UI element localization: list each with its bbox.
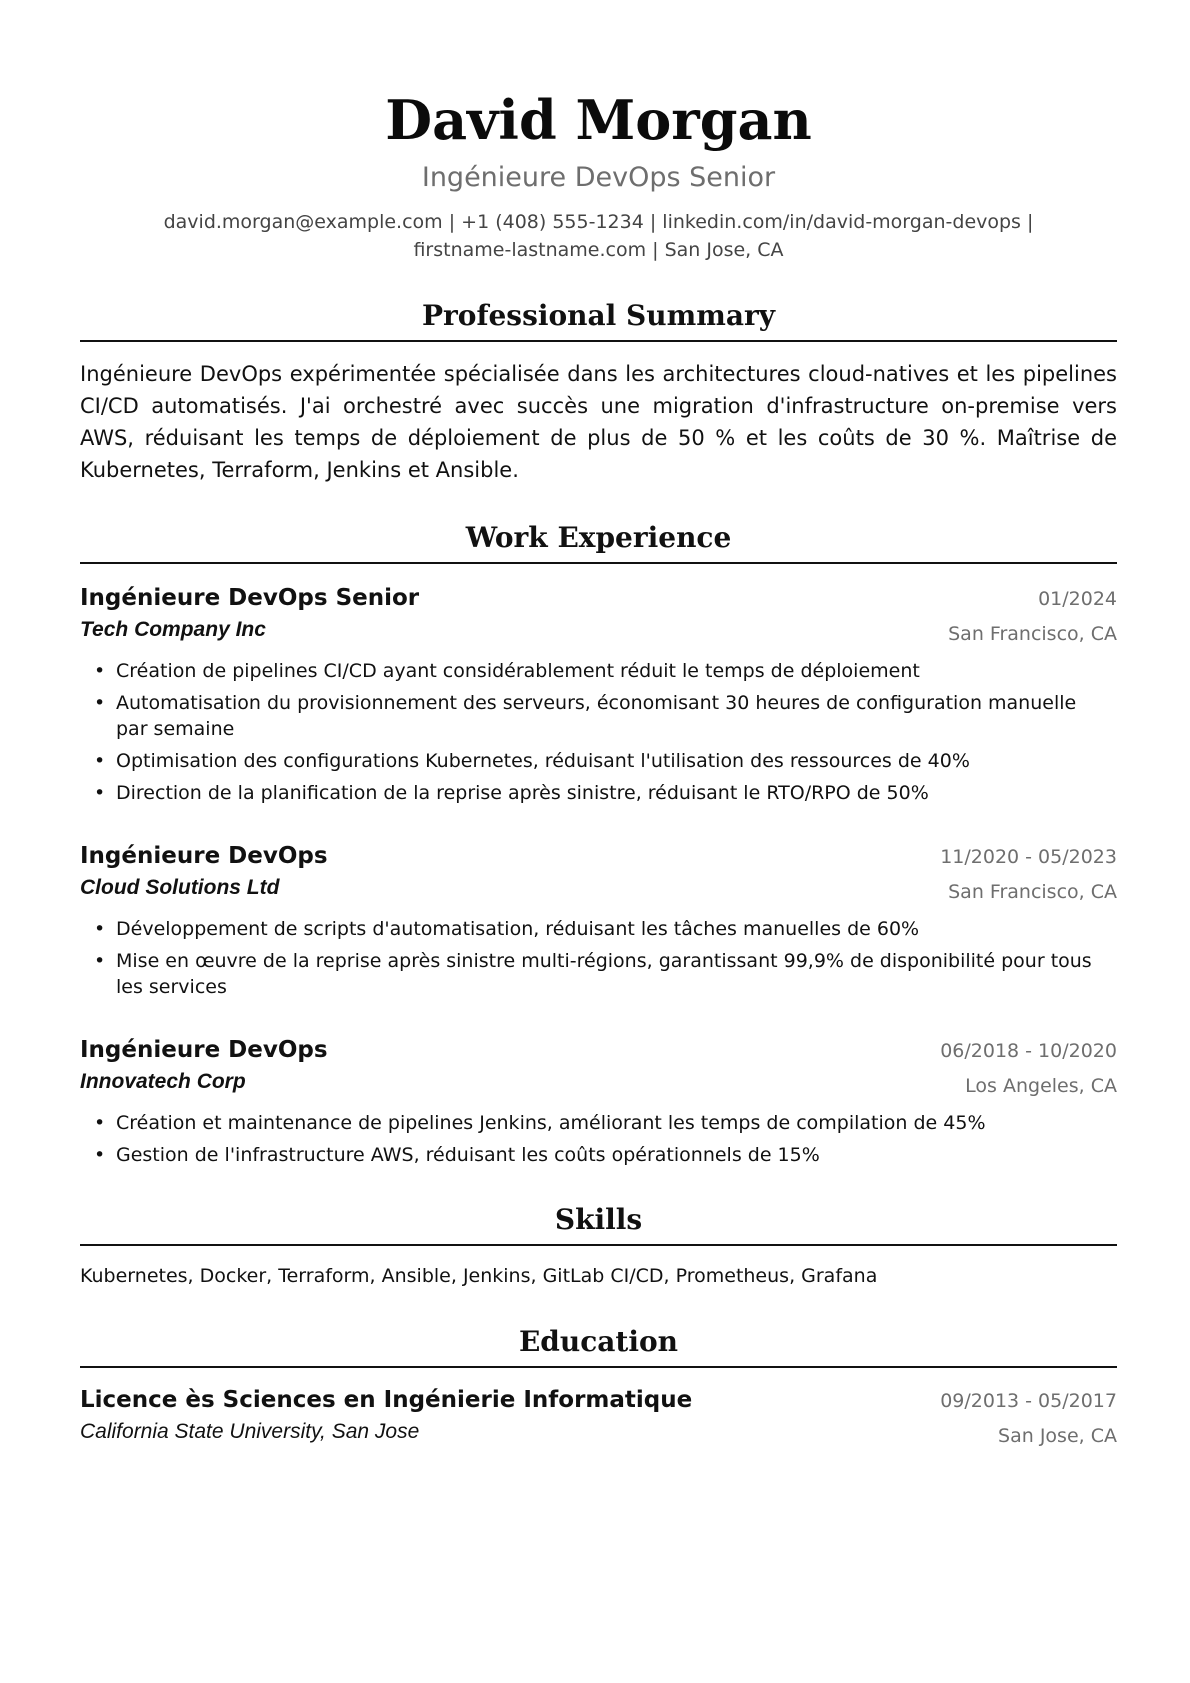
contact-line-1: david.morgan@example.com | +1 (408) 555-1234 | linkedin.com/in/david-morgan-devops | (163, 211, 1034, 233)
experience-section (80, 520, 1117, 1168)
company-name: Tech Company Inc (80, 618, 266, 641)
job-title: Ingénieure DevOps Senior (80, 585, 420, 611)
job-location: San Francisco, CA (948, 881, 1117, 903)
job-entry (80, 840, 1117, 1000)
job-dates: 01/2024 (1038, 588, 1117, 610)
bullet-item: • Création de pipelines CI/CD ayant considérablement réduit le temps de déploiement (116, 658, 1117, 684)
company-name: Cloud Solutions Ltd (80, 876, 280, 899)
degree-title: Licence ès Sciences en Ingénierie Informatique (80, 1387, 693, 1413)
bullet-item: • Automatisation du provisionnement des serveurs, économisant 30 heures de configuration manuelle par semaine (116, 690, 1117, 742)
bullet-item: • Développement de scripts d'automatisation, réduisant les tâches manuelles de 60% (116, 916, 1117, 942)
skills-section (80, 1202, 1117, 1290)
candidate-role: Ingénieure DevOps Senior (421, 162, 776, 193)
job-dates: 11/2020 - 05/2023 (940, 846, 1117, 868)
contact-line-2: firstname-lastname.com | San Jose, CA (413, 239, 784, 261)
bullet-item: • Mise en œuvre de la reprise après sinistre multi-régions, garantissant 99,9% de disponibilité pour tous les services (116, 948, 1117, 1000)
job-entry (80, 582, 1117, 806)
candidate-name: David Morgan (385, 88, 812, 152)
school-location: San Jose, CA (998, 1425, 1117, 1447)
education-section (80, 1324, 1117, 1448)
education-heading: Education (80, 1324, 1117, 1368)
summary-text: Ingénieure DevOps expérimentée spécialisée dans les architectures cloud-natives et les pipelines CI/CD automatisés. J'ai orchestré avec succès une migration d'infrastructure on-premise vers AWS, réduisant les temps de déploiement de plus de 50 % et les coûts de 30 %. Maîtrise de Kubernetes, Terraform, Jenkins et Ansible. (80, 362, 1117, 482)
skills-heading: Skills (80, 1202, 1117, 1246)
skills-list: Kubernetes, Docker, Terraform, Ansible, Jenkins, GitLab CI/CD, Prometheus, Grafana (80, 1265, 878, 1287)
bullet-item: • Optimisation des configurations Kubernetes, réduisant l'utilisation des ressources de 40% (116, 748, 1117, 774)
job-title: Ingénieure DevOps (80, 843, 328, 869)
bullet-item: • Création et maintenance de pipelines Jenkins, améliorant les temps de compilation de 45% (116, 1110, 1117, 1136)
school-name: California State University, San Jose (80, 1420, 420, 1443)
resume-page (80, 0, 1117, 1448)
education-dates: 09/2013 - 05/2017 (940, 1390, 1117, 1412)
summary-section (80, 298, 1117, 486)
bullet-item: • Gestion de l'infrastructure AWS, réduisant les coûts opérationnels de 15% (116, 1142, 1117, 1168)
contact-info (80, 208, 1117, 264)
job-bullets (80, 658, 1117, 806)
job-location: San Francisco, CA (948, 623, 1117, 645)
job-location: Los Angeles, CA (965, 1075, 1117, 1097)
experience-heading: Work Experience (80, 520, 1117, 564)
job-bullets (80, 1110, 1117, 1168)
job-title: Ingénieure DevOps (80, 1037, 328, 1063)
bullet-item: • Direction de la planification de la reprise après sinistre, réduisant le RTO/RPO de 50% (116, 780, 1117, 806)
job-bullets (80, 916, 1117, 1000)
job-dates: 06/2018 - 10/2020 (940, 1040, 1117, 1062)
summary-heading: Professional Summary (80, 298, 1117, 342)
job-entry (80, 1034, 1117, 1168)
company-name: Innovatech Corp (80, 1070, 246, 1093)
resume-header (80, 0, 1117, 264)
education-entry (80, 1384, 1117, 1448)
